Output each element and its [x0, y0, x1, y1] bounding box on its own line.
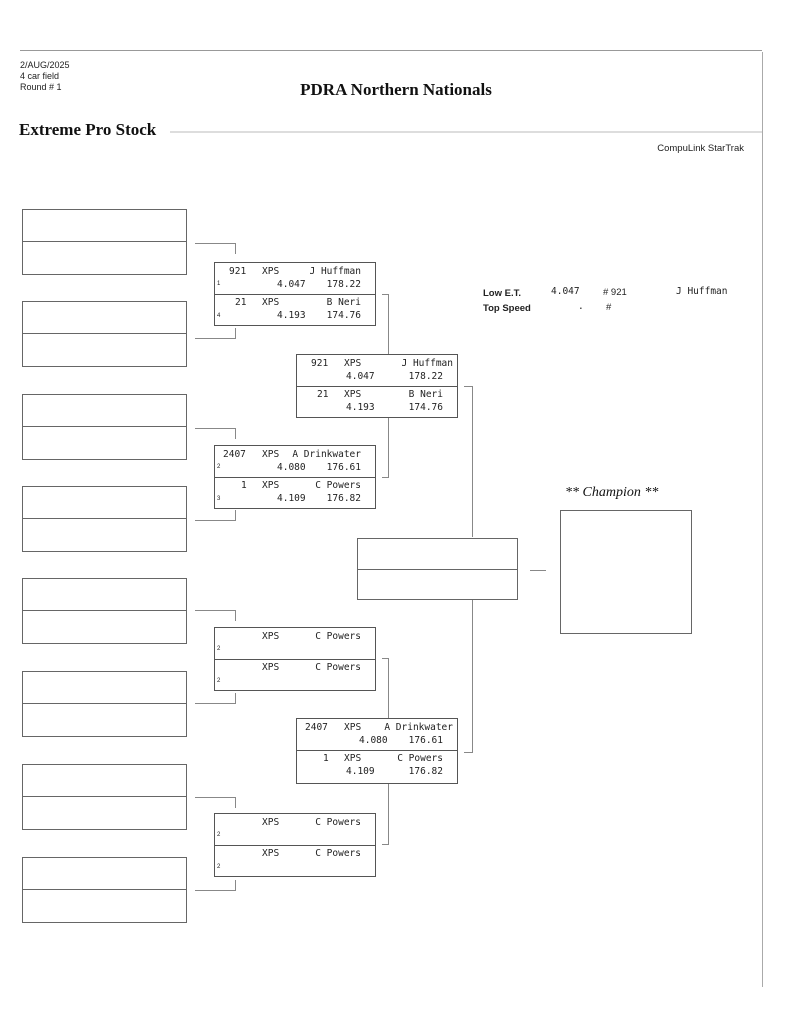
round1-matchup-1: [214, 262, 376, 326]
ladder-box-5: [22, 578, 187, 644]
lane-number: 2: [217, 464, 221, 470]
champion-label: ** Champion **: [565, 485, 659, 500]
car-number: 1: [323, 753, 329, 764]
round1-matchup-4: [214, 813, 376, 877]
elapsed-time: 4.047: [346, 371, 375, 382]
ladder-box-2: [22, 301, 187, 367]
connector: [464, 600, 473, 753]
elapsed-time: 4.193: [346, 402, 375, 413]
speed: 176.82: [408, 766, 443, 777]
lane-number: 2: [217, 832, 221, 838]
top-speed-label: Top Speed: [483, 303, 531, 314]
ladder-box-4: [22, 486, 187, 552]
ladder-box-7: [22, 764, 187, 830]
driver-name: A Drinkwater: [292, 449, 361, 460]
driver-name: C Powers: [315, 631, 361, 642]
elapsed-time: 4.109: [277, 493, 306, 504]
connector: [195, 428, 236, 439]
driver-name: C Powers: [315, 480, 361, 491]
connector: [382, 658, 389, 719]
driver-name: J Huffman: [401, 358, 453, 369]
round-number: Round # 1: [20, 82, 62, 92]
class-underline: [170, 131, 762, 133]
top-speed-value: .: [578, 301, 584, 312]
ladder-box-3: [22, 394, 187, 460]
right-border: [762, 52, 763, 987]
ladder-box-6: [22, 671, 187, 737]
connector: [195, 693, 236, 704]
lane-number: 2: [217, 864, 221, 870]
speed: 176.82: [326, 493, 361, 504]
car-number: 921: [311, 358, 329, 369]
class-code: XPS: [262, 266, 280, 277]
car-number: 21: [317, 389, 329, 400]
class-code: XPS: [344, 389, 362, 400]
class-code: XPS: [262, 848, 280, 859]
class-code: XPS: [262, 817, 280, 828]
top-border: [20, 50, 762, 51]
software-brand: CompuLink StarTrak: [657, 143, 744, 154]
lane-number: 2: [217, 678, 221, 684]
speed: 174.76: [408, 402, 443, 413]
car-number: 2407: [223, 449, 246, 460]
round2-matchup-1: [296, 354, 458, 418]
low-et-driver: J Huffman: [676, 286, 728, 297]
car-number: 2407: [305, 722, 328, 733]
connector: [195, 510, 236, 521]
speed: 178.22: [408, 371, 443, 382]
driver-name: B Neri: [326, 297, 361, 308]
round1-matchup-3: [214, 627, 376, 691]
connector: [195, 328, 236, 339]
lane-number: 2: [217, 646, 221, 652]
class-code: XPS: [344, 722, 362, 733]
driver-name: A Drinkwater: [384, 722, 453, 733]
elapsed-time: 4.109: [346, 766, 375, 777]
car-number: 21: [235, 297, 247, 308]
class-code: XPS: [262, 631, 280, 642]
driver-name: C Powers: [315, 662, 361, 673]
elapsed-time: 4.080: [277, 462, 306, 473]
low-et-label: Low E.T.: [483, 288, 521, 299]
low-et-value: 4.047: [551, 286, 580, 297]
lane-number: 4: [217, 313, 221, 319]
top-speed-car: #: [606, 302, 612, 313]
field-size: 4 car field: [20, 71, 60, 81]
driver-name: J Huffman: [309, 266, 361, 277]
low-et-car: # 921: [603, 287, 627, 298]
elapsed-time: 4.193: [277, 310, 306, 321]
class-code: XPS: [262, 297, 280, 308]
speed: 176.61: [326, 462, 361, 473]
ladder-box-1: [22, 209, 187, 275]
round2-matchup-2: [296, 718, 458, 784]
connector: [382, 294, 389, 355]
connector: [195, 243, 236, 254]
connector: [530, 570, 546, 571]
class-code: XPS: [262, 662, 280, 673]
connector: [382, 782, 389, 845]
speed: 176.61: [408, 735, 443, 746]
class-code: XPS: [344, 753, 362, 764]
event-title: PDRA Northern Nationals: [300, 80, 492, 99]
connector: [195, 797, 236, 808]
class-code: XPS: [262, 449, 280, 460]
lane-number: 3: [217, 496, 221, 502]
lane-number: 1: [217, 281, 221, 287]
elapsed-time: 4.047: [277, 279, 306, 290]
ladder-box-8: [22, 857, 187, 923]
class-title: Extreme Pro Stock: [19, 120, 157, 139]
driver-name: C Powers: [397, 753, 443, 764]
connector: [195, 610, 236, 621]
elapsed-time: 4.080: [359, 735, 388, 746]
driver-name: C Powers: [315, 848, 361, 859]
car-number: 1: [241, 480, 247, 491]
speed: 174.76: [326, 310, 361, 321]
connector: [195, 880, 236, 891]
champion-box: [560, 510, 692, 634]
class-code: XPS: [344, 358, 362, 369]
driver-name: C Powers: [315, 817, 361, 828]
final-matchup-box: [357, 538, 518, 600]
connector: [464, 386, 473, 537]
connector: [382, 417, 389, 478]
car-number: 921: [229, 266, 247, 277]
round1-matchup-2: [214, 445, 376, 509]
driver-name: B Neri: [408, 389, 443, 400]
speed: 178.22: [326, 279, 361, 290]
class-code: XPS: [262, 480, 280, 491]
event-date: 2/AUG/2025: [20, 60, 70, 70]
